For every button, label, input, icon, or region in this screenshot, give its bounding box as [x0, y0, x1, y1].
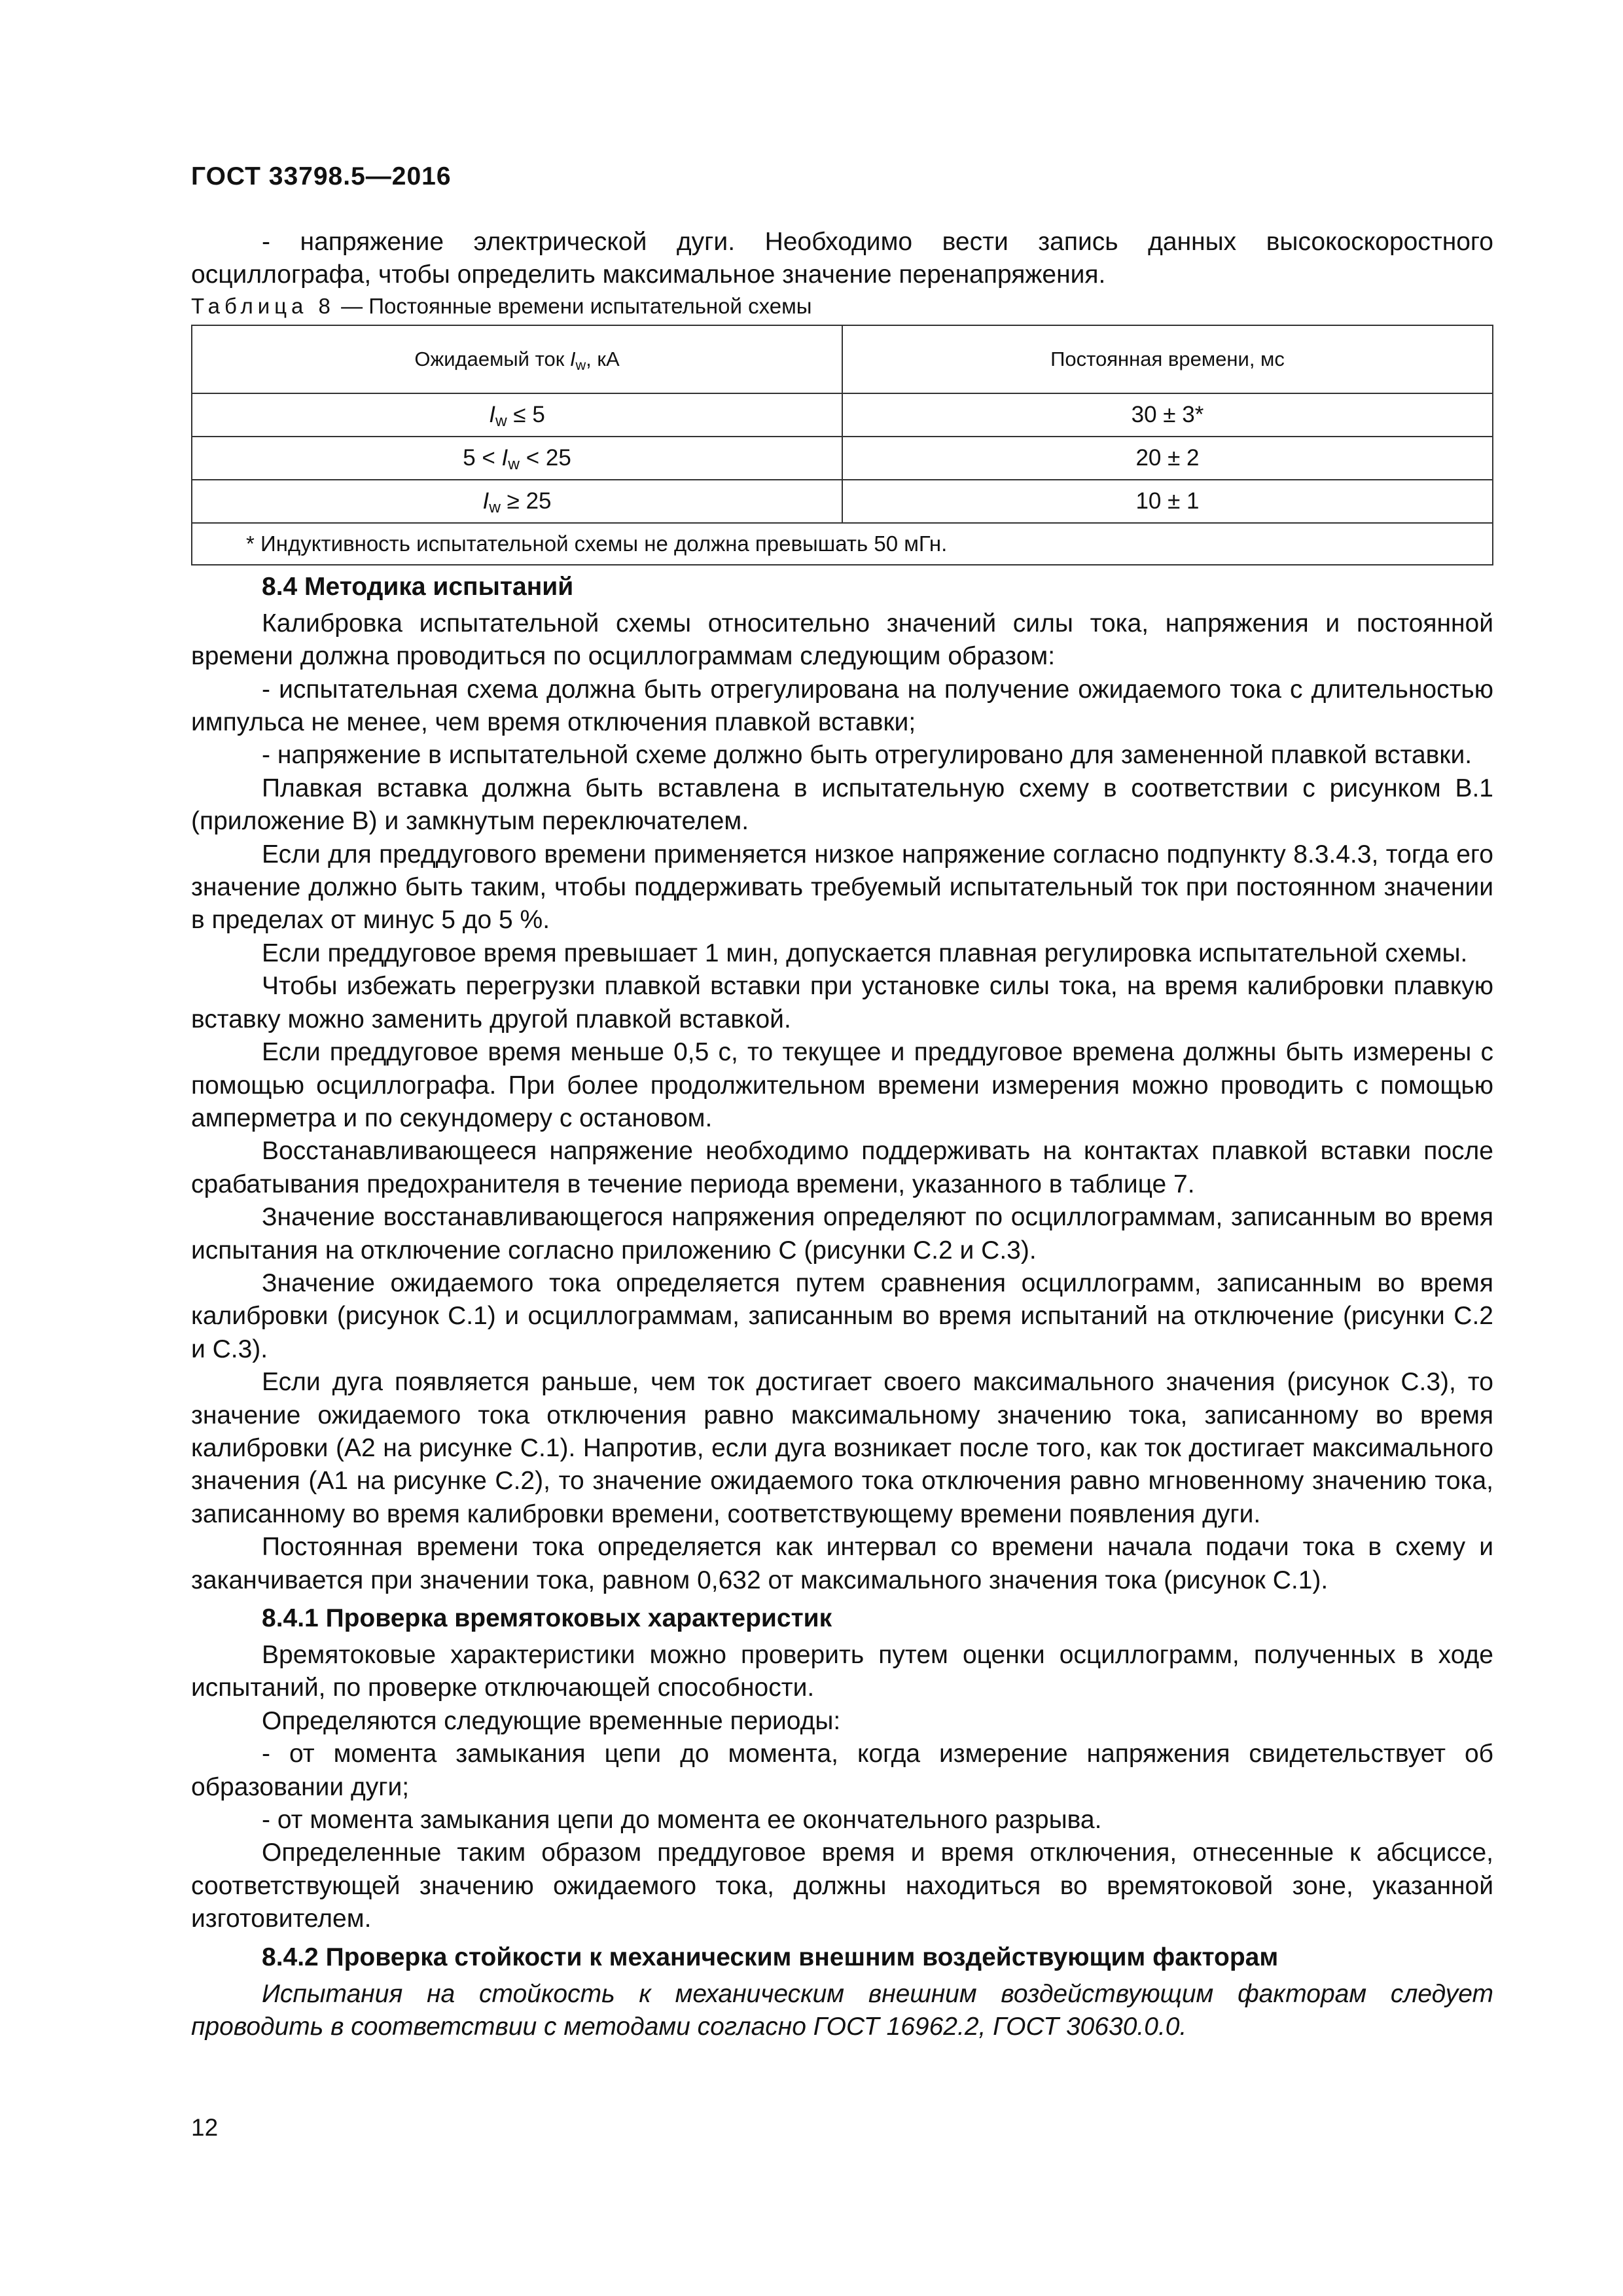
paragraph: Плавкая вставка должна быть вставлена в испытательную схему в соответствии с рисунком В.1 (приложение В) и замкнутым переключателем. — [191, 774, 1493, 836]
table-row — [192, 480, 1493, 523]
paragraph: Если дуга появляется раньше, чем ток достигает своего максимального значения (рисунок С.3), то значение ожидаемого тока отключения равно максимальному значению тока, записанному во время калибровки (А2 на рисунке С.1). Напротив, если дуга возникает после того, как ток достигает максимального значения (А1 на рисунке С.2), то значение ожидаемого тока отключения равно мгновенному значению тока, записанному во время калибровки времени, соответствующему времени появления дуги. — [191, 1368, 1493, 1528]
paragraph: - от момента замыкания цепи до момента, когда измерение напряжения свидетельствует об образовании дуги; — [191, 1740, 1493, 1801]
paragraph: Если преддуговое время меньше 0,5 с, то текущее и преддуговое времена должны быть измерены с помощью осциллографа. При более продолжительном времени измерения можно проводить с помощью амперметра и по секундомеру с остановом. — [191, 1038, 1493, 1132]
section-heading-8-4: 8.4 Методика испытаний — [262, 572, 574, 601]
paragraph: Определяются следующие временные периоды: — [262, 1706, 841, 1735]
table-cell-time-constant: 20 ± 2 — [842, 437, 1493, 480]
intro-paragraph: - напряжение электрической дуги. Необходимо вести запись данных высокоскоростного осциллографа, чтобы определить максимальное значение перенапряжения. — [191, 228, 1493, 289]
page-number: 12 — [191, 2114, 219, 2141]
section-heading-8-4-1: 8.4.1 Проверка времятоковых характеристик — [262, 1604, 832, 1632]
paragraph: - от момента замыкания цепи до момента ее окончательного разрыва. — [262, 1806, 1102, 1835]
table-caption-text: — Постоянные времени испытательной схемы — [341, 293, 812, 318]
table-row — [192, 393, 1493, 437]
paragraph: Чтобы избежать перегрузки плавкой вставки при установке силы тока, на время калибровки плавкую вставку можно заменить другой плавкой вставкой. — [191, 972, 1493, 1033]
paragraph: Калибровка испытательной схемы относительно значений силы тока, напряжения и постоянной времени должна проводиться по осциллограммам следующим образом: — [191, 609, 1493, 671]
table-cell-current: $I_w \ge 25$ — [192, 480, 842, 523]
table-cell-current: $I_w \le 5$ — [192, 393, 842, 437]
table-header-row — [192, 325, 1493, 393]
table-caption — [191, 292, 1493, 321]
paragraph: Определенные таким образом преддуговое время и время отключения, отнесенные к абсциссе, соответствующей значению ожидаемого тока, должны находиться во времятоковой зоне, указанной изготовителем. — [191, 1839, 1493, 1933]
paragraph: Если для преддугового времени применяется низкое напряжение согласно подпункту 8.3.4.3, тогда его значение должно быть таким, чтобы поддерживать требуемый испытательный ток при постоянном значении в пределах от минус 5 до 5 %. — [191, 840, 1493, 935]
paragraph: - напряжение в испытательной схеме должно быть отрегулировано для замененной плавкой вставки. — [262, 741, 1472, 770]
document-header: ГОСТ 33798.5—2016 — [191, 162, 452, 190]
paragraph: Если преддуговое время превышает 1 мин, допускается плавная регулировка испытательной схемы. — [262, 939, 1468, 967]
table-footnote: * Индуктивность испытательной схемы не должна превышать 50 мГн. — [192, 523, 1493, 565]
table-cell-current: $5 < I_w < 25$ — [192, 437, 842, 480]
paragraph: Испытания на стойкость к механическим внешним воздействующим факторам следует проводить в соответствии с методами согласно ГОСТ 16962.2, ГОСТ 30630.0.0. — [191, 1979, 1493, 2041]
table-caption-label: Таблица 8 — [191, 293, 335, 318]
table-header-expected-current: Ожидаемый ток $I_w$, кА — [192, 325, 842, 393]
page-body — [191, 226, 1493, 2043]
paragraph: Времятоковые характеристики можно проверить путем оценки осциллограмм, полученных в ходе испытаний, по проверке отключающей способности. — [191, 1641, 1493, 1702]
table-cell-time-constant: 30 ± 3* — [842, 393, 1493, 437]
time-constants-table — [191, 325, 1493, 565]
table-cell-time-constant: 10 ± 1 — [842, 480, 1493, 523]
paragraph: - испытательная схема должна быть отрегулирована на получение ожидаемого тока с длительностью импульса не менее, чем время отключения плавкой вставки; — [191, 675, 1493, 737]
paragraph: Значение восстанавливающегося напряжения определяют по осциллограммам, записанным во время испытания на отключение согласно приложению С (рисунки С.2 и С.3). — [191, 1203, 1493, 1265]
paragraph: Восстанавливающееся напряжение необходимо поддерживать на контактах плавкой вставки после срабатывания предохранителя в течение периода времени, указанного в таблице 7. — [191, 1137, 1493, 1198]
table-row — [192, 437, 1493, 480]
paragraph: Постоянная времени тока определяется как интервал со времени начала подачи тока в схему и заканчивается при значении тока, равном 0,632 от максимального значения тока (рисунок С.1). — [191, 1533, 1493, 1594]
table-footnote-row — [192, 523, 1493, 565]
paragraph: Значение ожидаемого тока определяется путем сравнения осциллограмм, записанным во время калибровки (рисунок С.1) и осциллограммам, записанным во время испытаний на отключение (рисунки С.2 и С.3). — [191, 1268, 1493, 1363]
section-heading-8-4-2: 8.4.2 Проверка стойкости к механическим внешним воздействующим факторам — [262, 1943, 1279, 1971]
table-header-time-constant: Постоянная времени, мс — [842, 325, 1493, 393]
